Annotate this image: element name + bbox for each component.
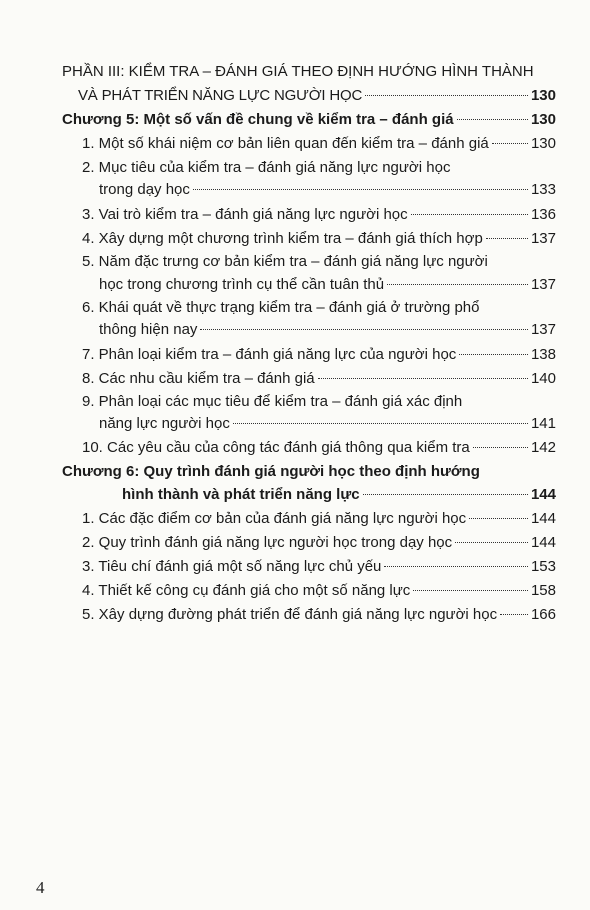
- page-ref: 158: [530, 582, 556, 599]
- dot-leader: [318, 378, 528, 379]
- part-title-line2: VÀ PHÁT TRIỂN NĂNG LỰC NGƯỜI HỌC: [78, 87, 363, 104]
- toc-item[interactable]: [82, 205, 556, 225]
- toc-item-text[interactable]: 9. Phân loại các mục tiêu để kiểm tra – đánh giá xác định: [82, 393, 463, 410]
- dot-leader: [200, 329, 528, 330]
- toc-item[interactable]: [99, 275, 556, 295]
- dot-leader: [363, 494, 528, 495]
- page-ref: 130: [530, 135, 556, 152]
- dot-leader: [459, 354, 528, 355]
- page-ref: 141: [530, 415, 556, 432]
- page-ref: 140: [530, 370, 556, 387]
- toc-item-text: thông hiện nay: [99, 321, 198, 338]
- page-ref: 133: [530, 181, 556, 198]
- toc-item-text: 3. Tiêu chí đánh giá một số năng lực chủ yếu: [82, 558, 382, 575]
- toc-item-text: 4. Xây dựng một chương trình kiểm tra – đánh giá thích hợp: [82, 230, 483, 247]
- toc-item[interactable]: [82, 509, 556, 529]
- dot-leader: [469, 518, 528, 519]
- chapter-6-title-line1[interactable]: Chương 6: Quy trình đánh giá người học theo định hướng: [62, 463, 480, 480]
- page-ref: 166: [530, 606, 556, 623]
- dot-leader: [387, 284, 528, 285]
- toc-item[interactable]: [82, 345, 556, 365]
- page-ref: 153: [530, 558, 556, 575]
- page-number: 4: [36, 878, 45, 897]
- page-ref: 136: [530, 206, 556, 223]
- dot-leader: [233, 423, 528, 424]
- page-ref: 137: [530, 321, 556, 338]
- page-ref: 137: [530, 276, 556, 293]
- toc-item[interactable]: [82, 605, 556, 625]
- toc-item[interactable]: [82, 533, 556, 553]
- page-ref: 137: [530, 230, 556, 247]
- dot-leader: [473, 447, 528, 448]
- toc-item-text: 4. Thiết kế công cụ đánh giá cho một số năng lực: [82, 582, 411, 599]
- toc-item[interactable]: [82, 438, 556, 458]
- toc-item[interactable]: [82, 229, 556, 249]
- page-ref: 144: [530, 534, 556, 551]
- toc-item-text: 2. Quy trình đánh giá năng lực người học trong dạy học: [82, 534, 453, 551]
- toc-item-text[interactable]: 6. Khái quát về thực trạng kiểm tra – đánh giá ở trường phổ: [82, 299, 480, 316]
- part-title-line1: PHẦN III: KIỂM TRA – ĐÁNH GIÁ THEO ĐỊNH HƯỚNG HÌNH THÀNH: [62, 63, 534, 80]
- page-ref: 130: [530, 111, 556, 128]
- page-ref: 138: [530, 346, 556, 363]
- toc-item-text: năng lực người học: [99, 415, 230, 432]
- chapter-6-title-line2: hình thành và phát triển năng lực: [122, 486, 360, 503]
- toc-item-text: 7. Phân loại kiểm tra – đánh giá năng lực của người học: [82, 346, 457, 363]
- toc-item[interactable]: [82, 581, 556, 601]
- chapter-5-entry[interactable]: [62, 110, 556, 130]
- toc-item[interactable]: [82, 369, 556, 389]
- toc-item-text: 1. Các đặc điểm cơ bản của đánh giá năng lực người học: [82, 510, 467, 527]
- page-ref: 144: [530, 510, 556, 527]
- dot-leader: [500, 614, 528, 615]
- toc-item-text: 8. Các nhu cầu kiểm tra – đánh giá: [82, 370, 315, 387]
- dot-leader: [457, 119, 528, 120]
- dot-leader: [455, 542, 528, 543]
- toc-item[interactable]: [82, 134, 556, 154]
- toc-item-text: 10. Các yêu cầu của công tác đánh giá thông qua kiểm tra: [82, 439, 470, 456]
- toc-item-text: trong dạy học: [99, 181, 190, 198]
- toc-item-text[interactable]: 2. Mục tiêu của kiểm tra – đánh giá năng lực người học: [82, 159, 451, 176]
- toc-item[interactable]: [99, 414, 556, 434]
- toc-item[interactable]: [82, 557, 556, 577]
- dot-leader: [492, 143, 528, 144]
- dot-leader: [411, 214, 528, 215]
- toc-item[interactable]: [99, 180, 556, 200]
- dot-leader: [365, 95, 528, 96]
- toc-item-text: 3. Vai trò kiểm tra – đánh giá năng lực người học: [82, 206, 408, 223]
- part-title-entry[interactable]: [78, 86, 556, 106]
- chapter-5-title: Chương 5: Một số vấn đề chung về kiểm tra – đánh giá: [62, 111, 454, 128]
- toc-item-text: 1. Một số khái niệm cơ bản liên quan đến kiểm tra – đánh giá: [82, 135, 489, 152]
- toc-item-text: học trong chương trình cụ thể cần tuân thủ: [99, 276, 385, 293]
- dot-leader: [384, 566, 528, 567]
- page-ref: 142: [530, 439, 556, 456]
- toc-item[interactable]: [99, 320, 556, 340]
- page-ref: 130: [530, 87, 556, 104]
- page-ref: 144: [530, 486, 556, 503]
- dot-leader: [193, 189, 528, 190]
- toc-item-text[interactable]: 5. Năm đặc trưng cơ bản kiểm tra – đánh giá năng lực người: [82, 253, 488, 270]
- dot-leader: [486, 238, 528, 239]
- toc-item-text: 5. Xây dựng đường phát triển để đánh giá năng lực người học: [82, 606, 498, 623]
- chapter-6-entry[interactable]: [122, 485, 556, 505]
- dot-leader: [413, 590, 528, 591]
